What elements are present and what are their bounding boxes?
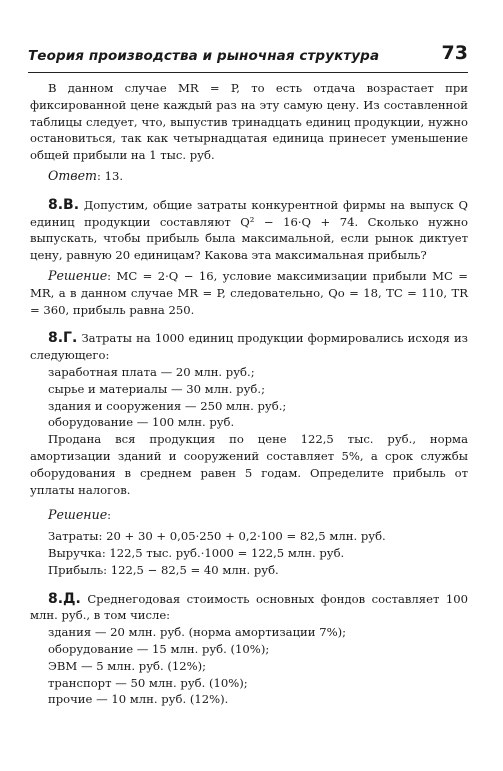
answer-line <box>30 168 468 185</box>
task-8d-statement <box>30 591 468 625</box>
list-item: здания и сооружения — 250 млн. руб.; <box>48 398 287 413</box>
page-number: 73 <box>441 42 468 64</box>
task-8v-text: Допустим, общие затраты конкурентной фирмы на выпуск Q единиц продукции составляют Q² − 16·Q + 74. Сколько нужно выпускать, чтобы прибыль была максимальной, если рынок диктует цену, равную 20 единицам? Какова эта максимальная прибыль? <box>30 197 469 263</box>
task-8g-solution-label: Решение <box>48 507 108 523</box>
running-header <box>28 44 468 73</box>
list-item: прочие — 10 млн. руб. (12%). <box>48 692 229 707</box>
task-8g-text: Затраты на 1000 единиц продукции формировались исходя из следующего: <box>30 331 468 363</box>
list-item: оборудование — 100 млн. руб. <box>48 415 235 430</box>
answer-label: Ответ <box>48 167 97 183</box>
answer-value: : 13. <box>97 168 124 183</box>
list-item: оборудование — 15 млн. руб. (10%); <box>48 641 270 656</box>
task-8d-text: Среднегодовая стоимость основных фондов составляет 100 млн. руб., в том числе: <box>30 591 468 623</box>
task-8g-calculations <box>30 528 468 578</box>
list-item: транспорт — 50 млн. руб. (10%); <box>48 675 248 690</box>
task-8v-number: 8.В. <box>48 196 80 213</box>
list-item: здания — 20 млн. руб. (норма амортизации 7%); <box>48 625 347 640</box>
task-8g-cost-list <box>30 364 468 431</box>
intro-paragraph: В данном случае MR = P, то есть отдача возрастает при фиксированной цене каждый раз на эту самую цену. Из составленной таблицы следует, что, выпустив тринадцать единиц продукции, нужно остановиться, так как четырнадцатая единица принесет уменьшение общей прибыли на 1 тыс. руб. <box>30 81 468 163</box>
running-head-title: Теория производства и рыночная структура <box>28 48 380 64</box>
task-8g-number: 8.Г. <box>48 330 78 347</box>
task-8g-paragraph: Продана вся продукция по цене 122,5 тыс. руб., норма амортизации зданий и сооружений составляет 5%, а срок службы оборудования в среднем равен 5 годам. Определите прибыль от уплаты налогов. <box>30 432 468 497</box>
task-8d-number: 8.Д. <box>48 590 81 607</box>
list-item: сырье и материалы — 30 млн. руб.; <box>48 381 265 396</box>
task-8v-solution-text: : MC = 2·Q − 16, условие максимизации прибыли MC = MR, а в данном случае MR = P, следовательно, Qо = 18, TC = 110, TR = 360, прибыль равна 250. <box>30 268 468 317</box>
list-item: ЭВМ — 5 млн. руб. (12%); <box>48 658 207 673</box>
task-8g-statement <box>30 330 468 364</box>
task-8d-asset-list <box>30 624 468 708</box>
calc-line-profit: Прибыль: 122,5 − 82,5 = 40 млн. руб. <box>48 562 279 577</box>
task-8v-solution-label: Решение <box>48 267 108 283</box>
page-body <box>30 80 468 708</box>
list-item: заработная плата — 20 млн. руб.; <box>48 364 255 379</box>
task-8g-solution-heading <box>30 507 468 524</box>
task-8v-solution <box>30 268 468 318</box>
solution-colon: : <box>107 508 112 523</box>
calc-line-revenue: Выручка: 122,5 тыс. руб.·1000 = 122,5 млн. руб. <box>48 545 345 560</box>
calc-line-costs: Затраты: 20 + 30 + 0,05·250 + 0,2·100 = 82,5 млн. руб. <box>48 529 386 544</box>
task-8v-statement <box>30 197 468 264</box>
